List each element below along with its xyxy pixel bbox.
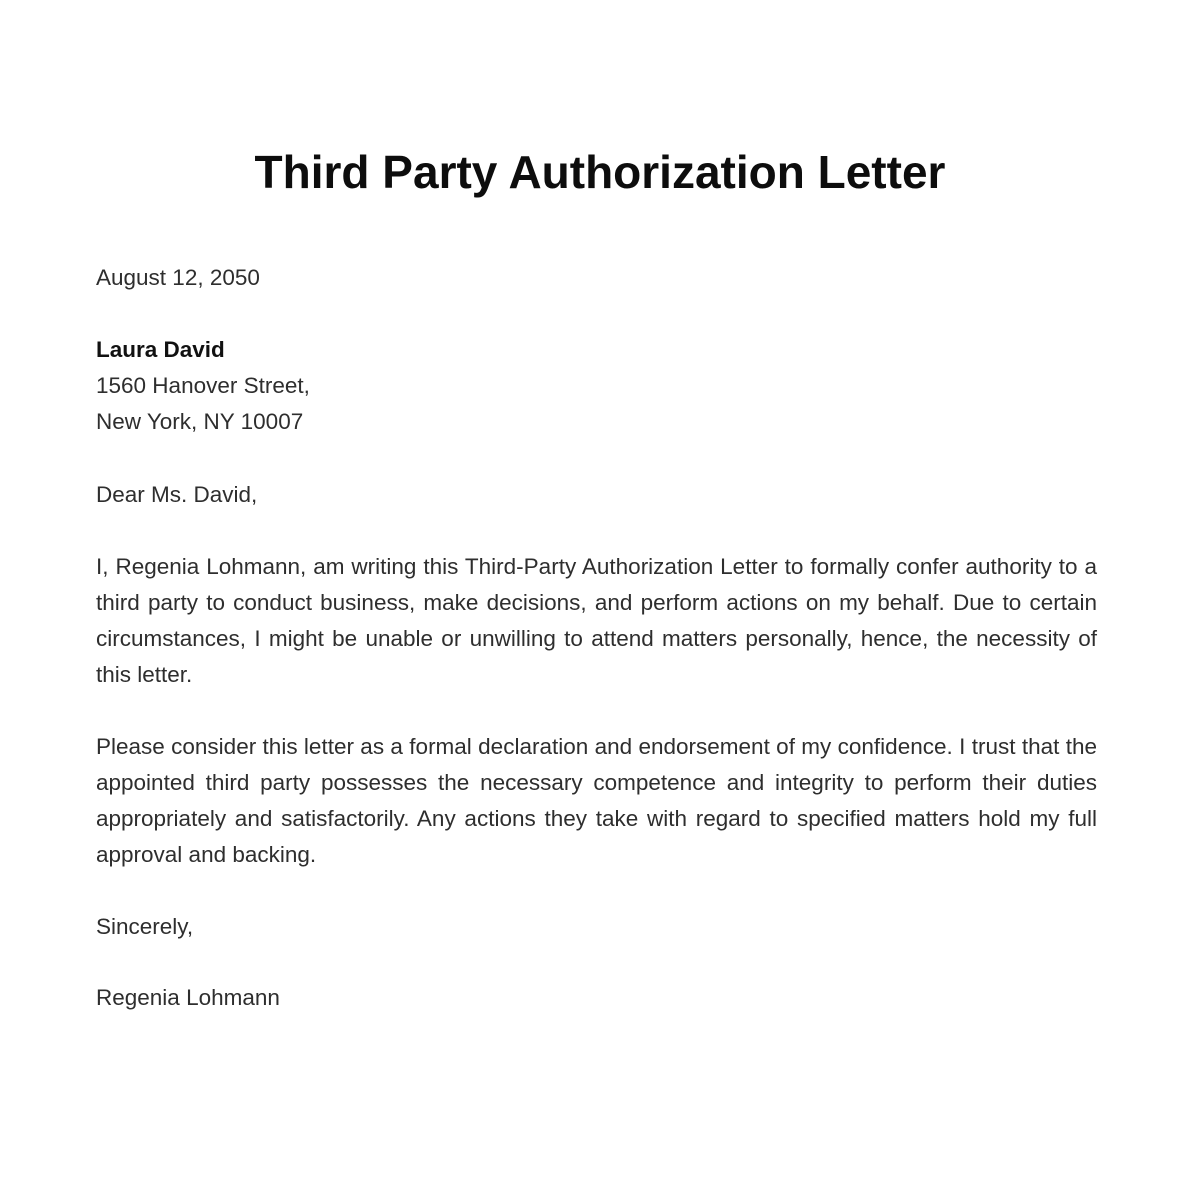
recipient-name: Laura David [96,337,225,362]
recipient-address-line2: New York, NY 10007 [96,409,304,434]
closing: Sincerely, [96,914,194,939]
body-paragraph: Please consider this letter as a formal declaration and endorsement of my confidence. I trust that the appointed third party possesses the necessary competence and integrity to perform their duties appropriately and satisfactorily. Any actions they take with regard to specified matters hold my full approval and backing. [96,734,1097,867]
letter-date: August 12, 2050 [96,265,260,290]
salutation: Dear Ms. David, [96,482,258,507]
recipient-address-line1: 1560 Hanover Street, [96,373,310,398]
recipient-block [96,332,1097,440]
signature-name: Regenia Lohmann [96,985,280,1010]
letter-title: Third Party Authorization Letter [254,146,946,198]
body-paragraph: I, Regenia Lohmann, am writing this Third-Party Authorization Letter to formally confer authority to a third party to conduct business, make decisions, and perform actions on my behalf. Due to certain circumstances, I might be unable or unwilling to attend matters personally, hence, the necessity of this letter. [96,554,1097,687]
